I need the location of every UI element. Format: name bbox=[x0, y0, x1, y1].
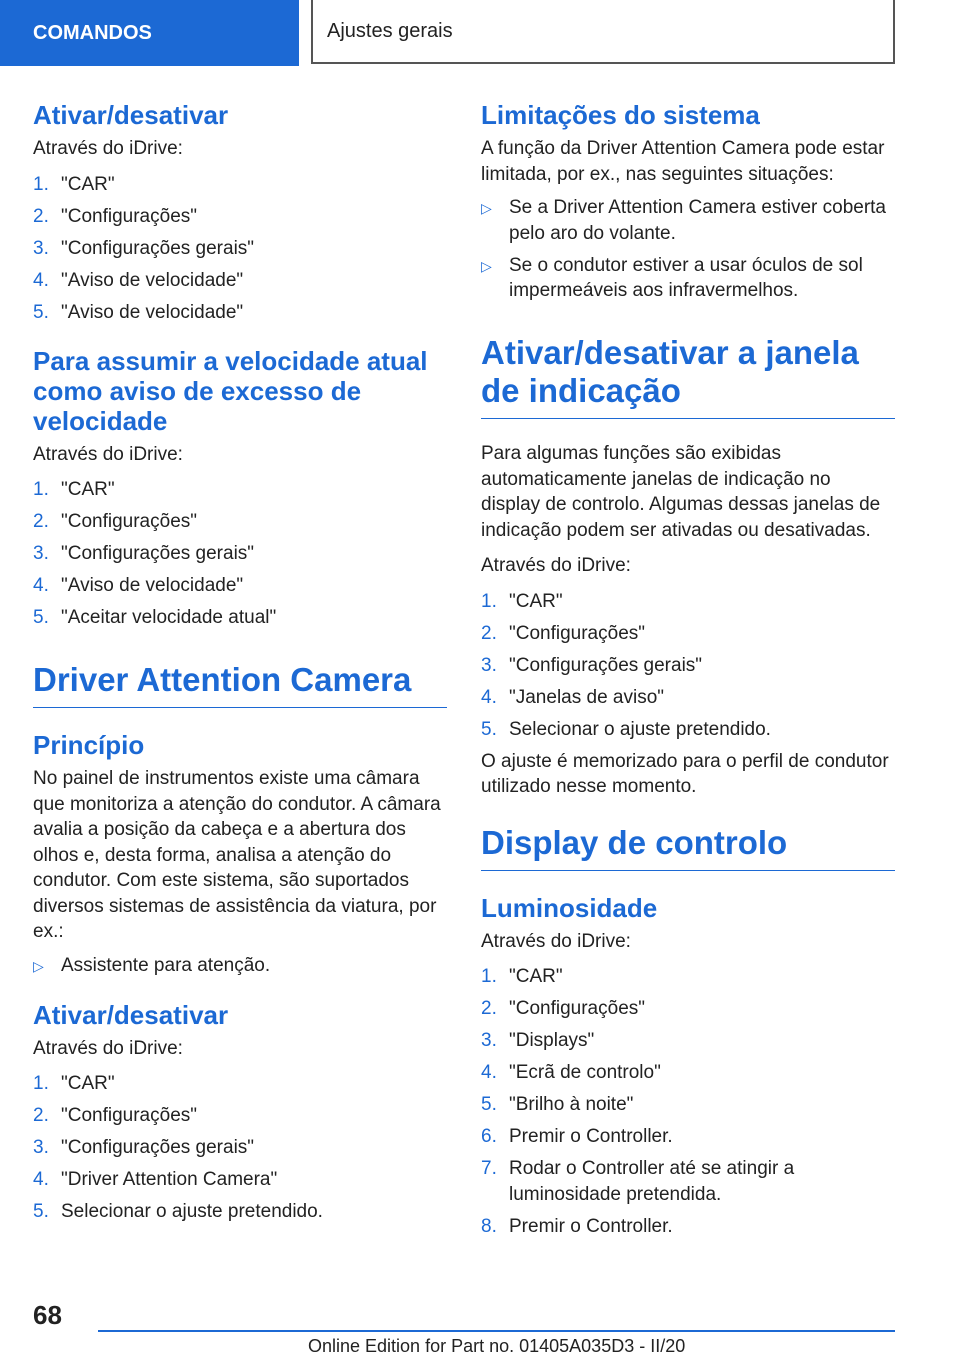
step-text: "CAR" bbox=[61, 173, 115, 195]
bullet-item bbox=[481, 253, 895, 304]
heading-principle: Princípio bbox=[33, 730, 145, 760]
step-number: 5. bbox=[481, 718, 497, 740]
triangle-bullet-icon: ▷ bbox=[481, 257, 492, 274]
memorized-note: O ajuste é memorizado para o perfil de condutor utilizado nesse momento. bbox=[481, 750, 889, 797]
step-number: 1. bbox=[481, 966, 497, 987]
step-item bbox=[481, 653, 895, 679]
limitations-text: A função da Driver Attention Camera pode estar limitada, por ex., nas seguintes situações: bbox=[481, 138, 885, 185]
step-number: 5. bbox=[481, 1094, 497, 1115]
step-number: 6. bbox=[481, 1126, 497, 1147]
step-number: 5. bbox=[33, 607, 49, 628]
heading-brightness: Luminosidade bbox=[481, 892, 658, 923]
step-text: "CAR" bbox=[509, 966, 563, 987]
steps-list bbox=[33, 477, 447, 631]
step-number: 3. bbox=[481, 654, 497, 676]
bullet-item bbox=[481, 195, 895, 246]
step-number: 5. bbox=[33, 1201, 49, 1222]
bullet-text: Assistente para atenção. bbox=[61, 954, 271, 976]
indication-text: Para algumas funções são exibidas automaticamente janelas de indicação no display de controlo. Algumas dessas janelas de indicação podem ser ativadas ou desativadas. bbox=[481, 443, 881, 541]
heading-control-display: Display de controlo bbox=[481, 824, 895, 871]
step-item bbox=[33, 172, 447, 198]
edition-info: Online Edition for Part no. 01405A035D3 - II/20 bbox=[308, 1336, 686, 1356]
idrive-intro: Através do iDrive: bbox=[33, 1037, 183, 1059]
step-item bbox=[481, 717, 895, 743]
step-text: "Aviso de velocidade" bbox=[61, 301, 244, 323]
step-text: "CAR" bbox=[509, 590, 563, 612]
steps-list bbox=[33, 172, 447, 326]
chapter-title: Ajustes gerais bbox=[327, 19, 453, 42]
section-label: COMANDOS bbox=[33, 21, 152, 44]
step-number: 4. bbox=[481, 1062, 497, 1083]
step-item bbox=[33, 1103, 447, 1129]
idrive-intro: Através do iDrive: bbox=[481, 555, 631, 576]
chapter-title-box bbox=[311, 0, 895, 64]
step-item bbox=[481, 964, 895, 990]
step-item bbox=[481, 1092, 895, 1118]
step-item bbox=[33, 509, 447, 535]
step-text: "Configurações" bbox=[509, 622, 646, 644]
step-text: Premir o Controller. bbox=[509, 1215, 673, 1237]
left-column bbox=[33, 100, 447, 1231]
step-number: 4. bbox=[33, 1169, 49, 1190]
step-item bbox=[33, 573, 447, 599]
triangle-bullet-icon: ▷ bbox=[481, 200, 492, 216]
idrive-intro: Através do iDrive: bbox=[481, 930, 631, 952]
step-text: Rodar o Controller até se atingir a luminosidade pretendida. bbox=[509, 1158, 795, 1205]
heading-activate-deactivate: Ativar/desativar bbox=[33, 100, 229, 130]
step-number: 1. bbox=[33, 173, 49, 195]
step-number: 1. bbox=[33, 479, 49, 500]
step-text: "Driver Attention Camera" bbox=[61, 1169, 278, 1190]
step-item bbox=[481, 1060, 895, 1086]
step-text: "Aviso de velocidade" bbox=[61, 575, 244, 596]
bullet-text: Se a Driver Attention Camera estiver coberta pelo aro do volante. bbox=[509, 197, 887, 244]
step-item bbox=[481, 1028, 895, 1054]
triangle-bullet-icon: ▷ bbox=[33, 957, 44, 974]
bullet-item bbox=[33, 953, 447, 980]
step-item bbox=[33, 1167, 447, 1193]
step-text: "Configurações" bbox=[61, 205, 198, 227]
principle-text: No painel de instrumentos existe uma câmara que monitoriza a atenção do condutor. A câmara avalia a posição da cabeça e a abertura dos olhos e, desta forma, analisa a atenção do condutor. Com este sistema, são suportados diversos sistemas de assistência da viatura, por ex.: bbox=[33, 768, 441, 942]
step-number: 2. bbox=[33, 205, 49, 227]
step-text: "Configurações gerais" bbox=[61, 1137, 255, 1158]
heading-driver-attention-camera: Driver Attention Camera bbox=[33, 661, 447, 708]
bullet-list bbox=[481, 195, 895, 304]
heading-assume-speed: Para assumir a velocidade atual como aviso de excesso de velocidade bbox=[33, 345, 428, 436]
step-text: Premir o Controller. bbox=[509, 1126, 673, 1147]
step-number: 5. bbox=[33, 301, 49, 323]
step-item bbox=[481, 1214, 895, 1240]
step-number: 3. bbox=[33, 1137, 49, 1158]
step-number: 4. bbox=[481, 686, 497, 708]
step-number: 8. bbox=[481, 1215, 497, 1237]
step-number: 3. bbox=[481, 1030, 497, 1051]
heading-indication-window: Ativar/desativar a janela de indicação bbox=[481, 334, 895, 419]
step-text: "Aceitar velocidade atual" bbox=[61, 607, 277, 628]
step-number: 3. bbox=[33, 543, 49, 564]
step-text: "Brilho à noite" bbox=[509, 1094, 634, 1115]
steps-list bbox=[481, 964, 895, 1239]
step-item bbox=[481, 1156, 895, 1207]
step-item bbox=[33, 268, 447, 294]
step-text: "Aviso de velocidade" bbox=[61, 269, 244, 291]
step-text: "Displays" bbox=[509, 1030, 595, 1051]
step-text: "Configurações gerais" bbox=[61, 237, 255, 259]
step-number: 2. bbox=[481, 998, 497, 1019]
step-item bbox=[33, 204, 447, 230]
step-text: Selecionar o ajuste pretendido. bbox=[61, 1201, 323, 1222]
step-text: "Janelas de aviso" bbox=[509, 686, 665, 708]
step-item bbox=[481, 621, 895, 647]
idrive-intro: Através do iDrive: bbox=[33, 138, 183, 159]
heading-activate-deactivate: Ativar/desativar bbox=[33, 999, 229, 1030]
step-item bbox=[33, 541, 447, 567]
step-number: 4. bbox=[33, 575, 49, 596]
step-item bbox=[481, 1124, 895, 1150]
step-text: "CAR" bbox=[61, 479, 115, 500]
step-number: 1. bbox=[33, 1073, 49, 1094]
step-text: "Configurações" bbox=[509, 998, 646, 1019]
step-text: "Ecrã de controlo" bbox=[509, 1062, 661, 1083]
step-item bbox=[33, 236, 447, 262]
step-number: 4. bbox=[33, 269, 49, 291]
step-item bbox=[481, 996, 895, 1022]
heading-system-limitations: Limitações do sistema bbox=[481, 100, 760, 130]
right-column bbox=[481, 100, 895, 1246]
step-text: Selecionar o ajuste pretendido. bbox=[509, 718, 771, 740]
bullet-text: Se o condutor estiver a usar óculos de sol impermeáveis aos infravermelhos. bbox=[509, 254, 863, 301]
step-number: 3. bbox=[33, 237, 49, 259]
step-item bbox=[481, 685, 895, 711]
step-item bbox=[33, 1071, 447, 1097]
section-tab bbox=[0, 0, 299, 66]
step-item bbox=[33, 300, 447, 326]
step-number: 2. bbox=[33, 1105, 49, 1126]
page-number: 68 bbox=[33, 1300, 62, 1330]
step-item bbox=[33, 1135, 447, 1161]
step-text: "Configurações gerais" bbox=[61, 543, 255, 564]
step-item bbox=[33, 477, 447, 503]
step-number: 1. bbox=[481, 590, 497, 612]
idrive-intro: Através do iDrive: bbox=[33, 443, 183, 465]
step-text: "Configurações gerais" bbox=[509, 654, 703, 676]
step-number: 2. bbox=[33, 511, 49, 532]
step-text: "Configurações" bbox=[61, 1105, 198, 1126]
step-number: 2. bbox=[481, 622, 497, 644]
step-item bbox=[33, 605, 447, 631]
steps-list bbox=[33, 1071, 447, 1225]
step-text: "Configurações" bbox=[61, 511, 198, 532]
step-item bbox=[481, 589, 895, 615]
step-text: "CAR" bbox=[61, 1073, 115, 1094]
step-number: 7. bbox=[481, 1158, 497, 1179]
bullet-list bbox=[33, 953, 447, 980]
steps-list bbox=[481, 589, 895, 743]
step-item bbox=[33, 1199, 447, 1225]
footer-divider bbox=[98, 1330, 895, 1332]
